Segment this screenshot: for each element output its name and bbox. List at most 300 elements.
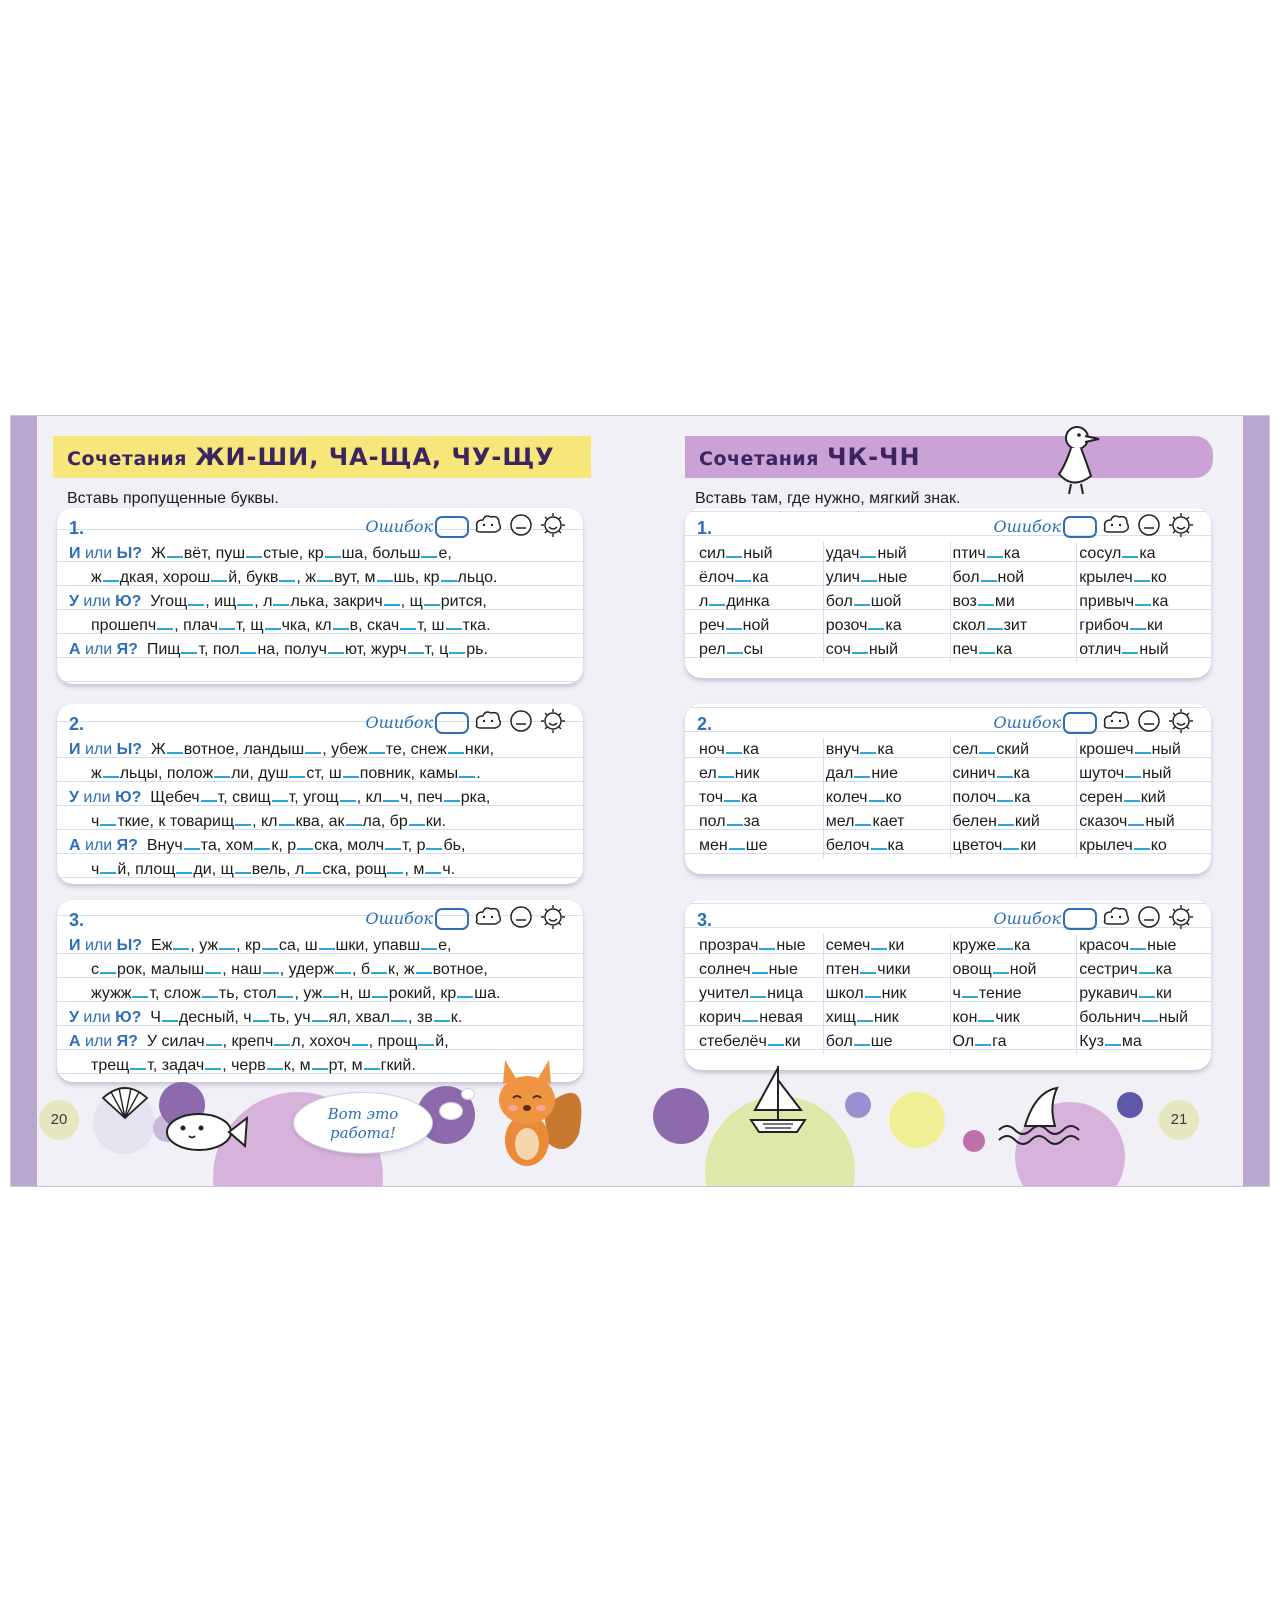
card-header (685, 704, 1211, 736)
blank-slot[interactable] (263, 958, 279, 974)
exercise-line (69, 1006, 573, 1030)
exercise-text: Ж вотное, ландыш , убеж те, снеж нки, (151, 741, 494, 758)
blank-slot[interactable] (1128, 810, 1144, 826)
blank-slot[interactable] (188, 590, 204, 606)
blank-slot[interactable] (752, 958, 768, 974)
exercise-card-2 (685, 704, 1211, 874)
blank-slot[interactable] (240, 638, 256, 654)
errors-label: Ошибок (365, 909, 433, 928)
word-item: мел кает (826, 810, 950, 834)
blank-slot[interactable] (340, 786, 356, 802)
blank-slot[interactable] (130, 1054, 146, 1070)
left-page-title (53, 436, 591, 478)
blank-slot[interactable] (449, 638, 465, 654)
exercise-text: с рок, малыш , наш , удерж , б к, ж вотное, (91, 961, 488, 978)
blank-slot[interactable] (235, 810, 251, 826)
goose-icon (1047, 422, 1105, 498)
blank-slot[interactable] (325, 542, 341, 558)
blank-slot[interactable] (724, 786, 740, 802)
mood-faces-icon[interactable] (1101, 512, 1197, 538)
title-main: ЖИ-ШИ, ЧА-ЩА, ЧУ-ЩУ (195, 443, 555, 471)
blank-slot[interactable] (206, 1030, 222, 1046)
blank-slot[interactable] (727, 638, 743, 654)
blank-slot[interactable] (167, 738, 183, 754)
word-column (824, 542, 951, 662)
blank-slot[interactable] (1134, 566, 1150, 582)
blank-slot[interactable] (979, 738, 995, 754)
word-item: бол ше (826, 1030, 950, 1054)
blank-slot[interactable] (998, 810, 1014, 826)
card-header (57, 508, 583, 540)
word-item: бол ной (953, 566, 1077, 590)
letter-choice-label: И или Ы? (69, 545, 143, 562)
blank-slot[interactable] (132, 982, 148, 998)
errors-label: Ошибок (365, 517, 433, 536)
word-item: удач ный (826, 542, 950, 566)
errors-label: Ошибок (993, 909, 1061, 928)
blank-slot[interactable] (869, 786, 885, 802)
word-item: семеч ки (826, 934, 950, 958)
blank-slot[interactable] (305, 858, 321, 874)
exercise-text: ж дкая, хорош й, букв , ж вут, м шь, кр льцо. (91, 569, 498, 586)
exercise-rows (69, 738, 573, 882)
word-item: корич невая (699, 1006, 823, 1030)
mood-faces-icon[interactable] (473, 512, 569, 538)
blank-slot[interactable] (205, 1054, 221, 1070)
exercise-line (69, 590, 573, 614)
blank-slot[interactable] (377, 566, 393, 582)
bubble-dot (439, 1102, 463, 1120)
seashell-icon (97, 1082, 153, 1122)
word-item: крылеч ко (1079, 834, 1203, 858)
blank-slot[interactable] (750, 982, 766, 998)
blank-slot[interactable] (854, 762, 870, 778)
blank-slot[interactable] (1105, 1030, 1121, 1046)
exercise-text: трещ т, задач , черв к, м рт, м гкий. (91, 1057, 416, 1074)
exercise-line (69, 762, 573, 786)
blank-slot[interactable] (184, 834, 200, 850)
word-item: крылеч ко (1079, 566, 1203, 590)
exercise-line (69, 858, 573, 882)
blank-slot[interactable] (391, 1006, 407, 1022)
word-item: внуч ка (826, 738, 950, 762)
blank-slot[interactable] (448, 738, 464, 754)
exercise-number: 2. (69, 714, 85, 734)
blank-slot[interactable] (385, 834, 401, 850)
word-grid (697, 542, 1203, 662)
page-number-right: 21 (1159, 1100, 1199, 1140)
mood-faces-icon[interactable] (1101, 904, 1197, 930)
blank-slot[interactable] (346, 810, 362, 826)
word-item: сил ный (699, 542, 823, 566)
blank-slot[interactable] (408, 638, 424, 654)
exercise-line (69, 614, 573, 638)
blank-slot[interactable] (162, 1006, 178, 1022)
blank-slot[interactable] (421, 934, 437, 950)
blank-slot[interactable] (860, 738, 876, 754)
blank-slot[interactable] (852, 638, 868, 654)
blank-slot[interactable] (272, 786, 288, 802)
blank-slot[interactable] (237, 590, 253, 606)
blank-slot[interactable] (997, 786, 1013, 802)
blank-slot[interactable] (1122, 542, 1138, 558)
sailboat-icon (743, 1062, 813, 1138)
blank-slot[interactable] (100, 858, 116, 874)
word-item: школ ник (826, 982, 950, 1006)
letter-choice-label: У или Ю? (69, 593, 142, 610)
exercise-card-2 (57, 704, 583, 884)
blank-slot[interactable] (981, 566, 997, 582)
word-item: синич ка (953, 762, 1077, 786)
word-item: кон чик (953, 1006, 1077, 1030)
letter-choice-label: У или Ю? (69, 789, 142, 806)
word-grid (697, 934, 1203, 1054)
blank-slot[interactable] (978, 1006, 994, 1022)
page-number-left: 20 (39, 1100, 79, 1140)
blank-slot[interactable] (319, 934, 335, 950)
word-item: круже ка (953, 934, 1077, 958)
blank-slot[interactable] (176, 858, 192, 874)
word-item: розоч ка (826, 614, 950, 638)
blank-slot[interactable] (400, 614, 416, 630)
word-item: солнеч ные (699, 958, 823, 982)
right-page-title (685, 436, 1213, 478)
blank-slot[interactable] (409, 810, 425, 826)
blank-slot[interactable] (262, 934, 278, 950)
mood-faces-icon[interactable] (473, 708, 569, 734)
blank-slot[interactable] (855, 810, 871, 826)
right-edge-strip (1243, 416, 1269, 1186)
blank-slot[interactable] (364, 1054, 380, 1070)
blank-slot[interactable] (1130, 934, 1146, 950)
exercise-line (69, 934, 573, 958)
blank-slot[interactable] (100, 810, 116, 826)
blank-slot[interactable] (201, 786, 217, 802)
exercise-text: Щебеч т, свищ т, угощ , кл ч, печ рка, (150, 789, 490, 806)
blank-slot[interactable] (729, 834, 745, 850)
letter-choice-label: У или Ю? (69, 1009, 142, 1026)
letter-choice-label: И или Ы? (69, 937, 143, 954)
decor-circle (1117, 1092, 1143, 1118)
title-prefix: Сочетания (699, 448, 819, 470)
blank-slot[interactable] (1122, 638, 1138, 654)
blank-slot[interactable] (857, 1006, 873, 1022)
blank-slot[interactable] (214, 762, 230, 778)
exercise-number: 3. (697, 910, 713, 930)
blank-slot[interactable] (1139, 958, 1155, 974)
word-item: птич ка (953, 542, 1077, 566)
word-item: сказоч ный (1079, 810, 1203, 834)
word-item: больнич ный (1079, 1006, 1203, 1030)
card-header (57, 900, 583, 932)
blank-slot[interactable] (854, 1030, 870, 1046)
blank-slot[interactable] (371, 958, 387, 974)
errors-count-box[interactable] (435, 712, 469, 734)
word-column (951, 738, 1078, 858)
exercise-text: Еж , уж , кр са, ш шки, упавш е, (151, 937, 451, 954)
word-column (824, 738, 951, 858)
blank-slot[interactable] (267, 1054, 283, 1070)
blank-slot[interactable] (219, 614, 235, 630)
blank-slot[interactable] (312, 1006, 328, 1022)
exercise-text: Ж вёт, пуш стые, кр ша, больш е, (151, 545, 452, 562)
right-instruction: Вставь там, где нужно, мягкий знак. (695, 490, 961, 507)
errors-count-box[interactable] (435, 516, 469, 538)
blank-slot[interactable] (987, 542, 1003, 558)
blank-slot[interactable] (317, 566, 333, 582)
word-item: учител ница (699, 982, 823, 1006)
blank-slot[interactable] (343, 762, 359, 778)
exercise-text: ч ткие, к товарищ , кл ква, ак ла, бр ки. (91, 813, 446, 830)
word-item: скол зит (953, 614, 1077, 638)
blank-slot[interactable] (1139, 982, 1155, 998)
mood-faces-icon[interactable] (473, 904, 569, 930)
letter-choice-label: А или Я? (69, 837, 138, 854)
left-edge-strip (11, 416, 37, 1186)
word-item: сел ский (953, 738, 1077, 762)
word-item: стебелёч ки (699, 1030, 823, 1054)
blank-slot[interactable] (1135, 590, 1151, 606)
word-item: л динка (699, 590, 823, 614)
exercise-number: 1. (69, 518, 85, 538)
mood-faces-icon[interactable] (1101, 708, 1197, 734)
exercise-card-1 (57, 508, 583, 684)
blank-slot[interactable] (1142, 1006, 1158, 1022)
blank-slot[interactable] (312, 1054, 328, 1070)
blank-slot[interactable] (459, 762, 475, 778)
errors-count-box[interactable] (1063, 908, 1097, 930)
blank-slot[interactable] (871, 934, 887, 950)
blank-slot[interactable] (426, 834, 442, 850)
blank-slot[interactable] (865, 982, 881, 998)
blank-slot[interactable] (861, 566, 877, 582)
right-page (665, 416, 1245, 1186)
blank-slot[interactable] (424, 590, 440, 606)
word-item: ноч ка (699, 738, 823, 762)
blank-slot[interactable] (962, 982, 978, 998)
blank-slot[interactable] (1130, 614, 1146, 630)
blank-slot[interactable] (289, 762, 305, 778)
word-item: ел ник (699, 762, 823, 786)
blank-slot[interactable] (759, 934, 775, 950)
word-item: ёлоч ка (699, 566, 823, 590)
word-item: мен ше (699, 834, 823, 858)
blank-slot[interactable] (726, 542, 742, 558)
blank-slot[interactable] (100, 958, 116, 974)
blank-slot[interactable] (297, 834, 313, 850)
title-prefix: Сочетания (67, 448, 187, 470)
workbook-spread (10, 415, 1270, 1187)
word-item: крошеч ный (1079, 738, 1203, 762)
blank-slot[interactable] (997, 762, 1013, 778)
bubble-dot (461, 1088, 475, 1100)
errors-label: Ошибок (993, 517, 1061, 536)
word-column (1077, 738, 1203, 858)
exercise-text: ч й, площ ди, щ вель, л ска, рощ , м ч. (91, 861, 455, 878)
blank-slot[interactable] (997, 934, 1013, 950)
blank-slot[interactable] (103, 566, 119, 582)
blank-slot[interactable] (718, 762, 734, 778)
blank-slot[interactable] (205, 958, 221, 974)
exercise-card-3 (685, 900, 1211, 1070)
word-item: белен кий (953, 810, 1077, 834)
word-item: шуточ ный (1079, 762, 1203, 786)
word-item: сестрич ка (1079, 958, 1203, 982)
blank-slot[interactable] (181, 638, 197, 654)
blank-slot[interactable] (211, 566, 227, 582)
exercise-card-1 (685, 508, 1211, 678)
word-item: красоч ные (1079, 934, 1203, 958)
exercise-line (69, 786, 573, 810)
blank-slot[interactable] (235, 858, 251, 874)
word-item: сосул ка (1079, 542, 1203, 566)
exercise-number: 1. (697, 518, 713, 538)
blank-slot[interactable] (421, 542, 437, 558)
blank-slot[interactable] (305, 738, 321, 754)
blank-slot[interactable] (253, 1006, 269, 1022)
blank-slot[interactable] (860, 958, 876, 974)
word-item: печ ка (953, 638, 1077, 662)
exercise-number: 3. (69, 910, 85, 930)
card-header (57, 704, 583, 736)
blank-slot[interactable] (202, 982, 218, 998)
errors-count-box[interactable] (435, 908, 469, 930)
exercise-line (69, 566, 573, 590)
blank-slot[interactable] (735, 566, 751, 582)
blank-slot[interactable] (425, 858, 441, 874)
blank-slot[interactable] (709, 590, 725, 606)
word-item: серен кий (1079, 786, 1203, 810)
word-item: белоч ка (826, 834, 950, 858)
letter-choice-label: А или Я? (69, 1033, 138, 1050)
blank-slot[interactable] (383, 786, 399, 802)
card-header (685, 508, 1211, 540)
word-item: точ ка (699, 786, 823, 810)
blank-slot[interactable] (277, 982, 293, 998)
exercise-text: Пищ т, пол на, получ ют, журч т, ц рь. (147, 641, 488, 658)
blank-slot[interactable] (418, 1030, 434, 1046)
word-item: воз ми (953, 590, 1077, 614)
blank-slot[interactable] (416, 958, 432, 974)
blank-slot[interactable] (274, 1030, 290, 1046)
blank-slot[interactable] (254, 834, 270, 850)
exercise-line (69, 638, 573, 662)
blank-slot[interactable] (726, 614, 742, 630)
word-column (697, 738, 824, 858)
blank-slot[interactable] (279, 810, 295, 826)
blank-slot[interactable] (975, 1030, 991, 1046)
blank-slot[interactable] (768, 1030, 784, 1046)
blank-slot[interactable] (871, 834, 887, 850)
blank-slot[interactable] (978, 590, 994, 606)
decor-circle (653, 1088, 709, 1144)
blank-slot[interactable] (219, 934, 235, 950)
exercise-text: Внуч та, хом к, р ска, молч т, р бь, (147, 837, 466, 854)
blank-slot[interactable] (246, 542, 262, 558)
blank-slot[interactable] (434, 1006, 450, 1022)
blank-slot[interactable] (1134, 834, 1150, 850)
blank-slot[interactable] (167, 542, 183, 558)
exercise-text: Угощ , ищ , л лька, закрич , щ рится, (150, 593, 487, 610)
title-main: ЧК-ЧН (827, 443, 921, 471)
exercise-text: прошепч , плач т, щ чка, кл в, скач т, ш тка. (91, 617, 491, 634)
blank-slot[interactable] (444, 786, 460, 802)
blank-slot[interactable] (333, 614, 349, 630)
decor-circle (845, 1092, 871, 1118)
blank-slot[interactable] (279, 566, 295, 582)
word-item: хищ ник (826, 1006, 950, 1030)
blank-slot[interactable] (173, 934, 189, 950)
blank-slot[interactable] (993, 958, 1009, 974)
errors-count-box[interactable] (1063, 516, 1097, 538)
blank-slot[interactable] (328, 638, 344, 654)
exercise-text: жужж т, слож ть, стол , уж н, ш рокий, кр ша. (91, 985, 500, 1002)
errors-count-box[interactable] (1063, 712, 1097, 734)
blank-slot[interactable] (323, 982, 339, 998)
blank-slot[interactable] (157, 614, 173, 630)
errors-label: Ошибок (365, 713, 433, 732)
blank-slot[interactable] (384, 590, 400, 606)
bubble-line-2: работа! (330, 1124, 396, 1142)
blank-slot[interactable] (352, 1030, 368, 1046)
blank-slot[interactable] (446, 614, 462, 630)
blank-slot[interactable] (727, 810, 743, 826)
blank-slot[interactable] (860, 542, 876, 558)
exercise-text: У силач , крепч л, хохоч , прощ й, (147, 1033, 449, 1050)
blank-slot[interactable] (979, 638, 995, 654)
blank-slot[interactable] (854, 590, 870, 606)
blank-slot[interactable] (335, 958, 351, 974)
blank-slot[interactable] (987, 614, 1003, 630)
word-column (824, 934, 951, 1054)
blank-slot[interactable] (1124, 786, 1140, 802)
word-item: птен чики (826, 958, 950, 982)
word-item: колеч ко (826, 786, 950, 810)
exercise-line (69, 738, 573, 762)
card-header (685, 900, 1211, 932)
word-item: бол шой (826, 590, 950, 614)
exercise-line (69, 982, 573, 1006)
word-column (1077, 542, 1203, 662)
word-column (697, 934, 824, 1054)
left-page (37, 416, 617, 1186)
blank-slot[interactable] (441, 566, 457, 582)
exercise-line (69, 542, 573, 566)
blank-slot[interactable] (265, 614, 281, 630)
word-item: рукавич ки (1079, 982, 1203, 1006)
blank-slot[interactable] (273, 590, 289, 606)
blank-slot[interactable] (103, 762, 119, 778)
squirrel-icon (483, 1048, 593, 1168)
word-grid (697, 738, 1203, 858)
word-item: овощ ной (953, 958, 1077, 982)
blank-slot[interactable] (457, 982, 473, 998)
blank-slot[interactable] (1135, 738, 1151, 754)
blank-slot[interactable] (1125, 762, 1141, 778)
word-item: прозрач ные (699, 934, 823, 958)
exercise-line (69, 834, 573, 858)
errors-label: Ошибок (993, 713, 1061, 732)
blank-slot[interactable] (372, 982, 388, 998)
shark-fin-icon (995, 1082, 1085, 1146)
blank-slot[interactable] (369, 738, 385, 754)
blank-slot[interactable] (868, 614, 884, 630)
blank-slot[interactable] (387, 858, 403, 874)
word-item: ч тение (953, 982, 1077, 1006)
blank-slot[interactable] (726, 738, 742, 754)
blank-slot[interactable] (742, 1006, 758, 1022)
blank-slot[interactable] (1003, 834, 1019, 850)
